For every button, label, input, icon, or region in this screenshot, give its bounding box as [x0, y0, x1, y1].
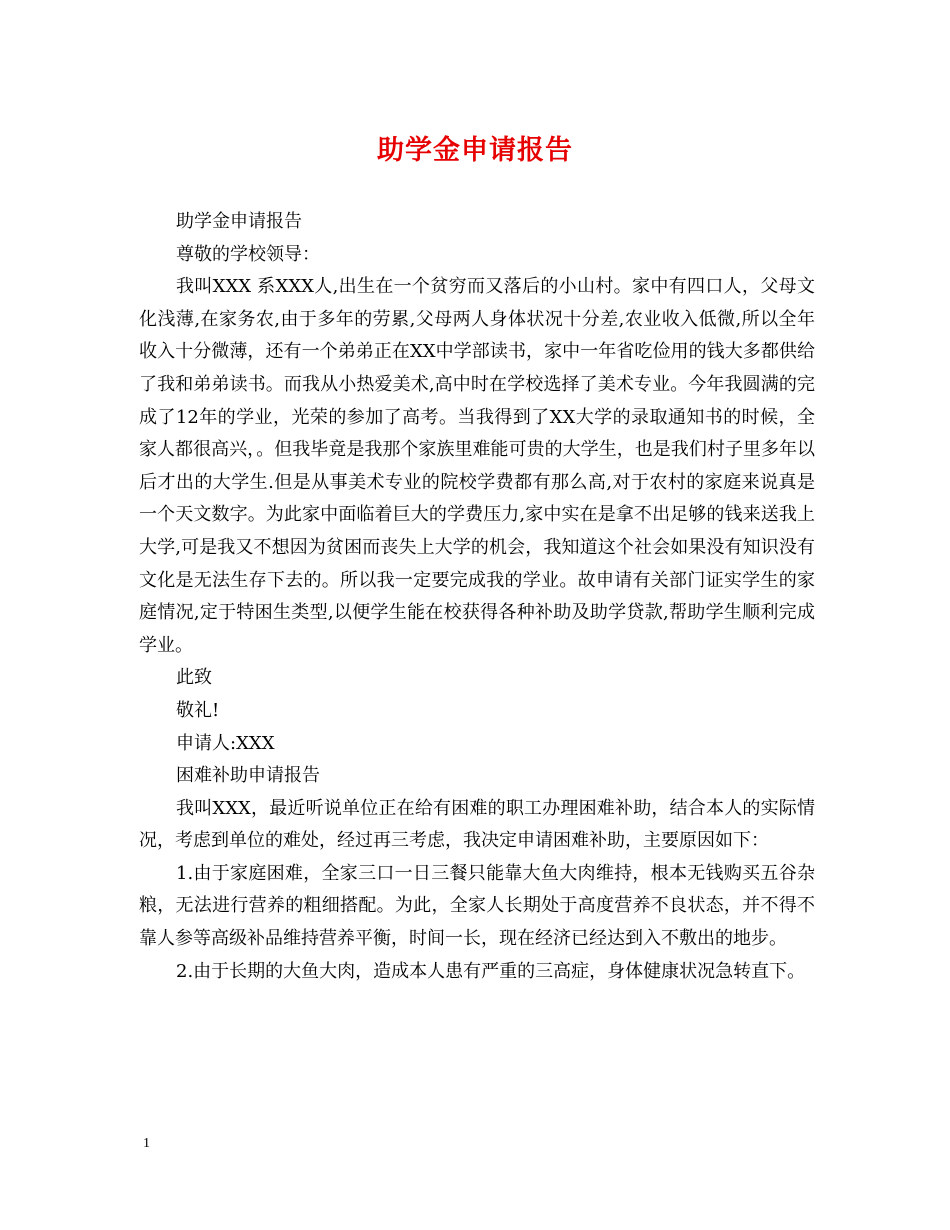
- paragraph-second-intro: 我叫XXX，最近听说单位正在给有困难的职工办理困难补助，结合本人的实际情况，考虑到单位的难处，经过再三考虑，我决定申请困难补助，主要原因如下：: [139, 797, 815, 852]
- paragraph-heading: 助学金申请报告: [176, 211, 302, 232]
- paragraph-salutation: 尊敬的学校领导：: [176, 243, 320, 265]
- paragraph-regards: 敬礼!: [176, 699, 220, 721]
- paragraph-second-heading: 困难补助申请报告: [176, 765, 320, 787]
- document-body: [139, 206, 815, 988]
- paragraph-closing: 此致: [176, 667, 212, 689]
- page-number: 1: [143, 1136, 150, 1151]
- paragraph-main: 我叫XXX 系XXX人,出生在一个贫穷而又落后的小山村。家中有四口人，父母文化浅薄,在家务农,由于多年的劳累,父母两人身体状况十分差,农业收入低微,所以全年收入十分微薄，还有一个弟弟正在XX中学部读书，家中一年省吃俭用的钱大多都供给了我和弟弟读书。而我从小热爱美术,高中时在学校选择了美术专业。今年我圆满的完成了12年的学业，光荣的参加了高考。当我得到了XX大学的录取通知书的时候，全家人都很高兴，。但我毕竟是我那个家族里难能可贵的大学生，也是我们村子里多年以后才出的大学生.但是从事美术专业的院校学费都有那么高,对于农村的家庭来说真是一个天文数字。为此家中面临着巨大的学费压力,家中实在是拿不出足够的钱来送我上大学,可是我又不想因为贫困而丧失上大学的机会，我知道这个社会如果没有知识没有文化是无法生存下去的。所以我一定要完成我的学业。故申请有关部门证实学生的家庭情况,定于特困生类型,以便学生能在校获得各种补助及助学贷款,帮助学生顺利完成学业。: [139, 276, 815, 656]
- paragraph-reason-1: 1.由于家庭困难，全家三口一日三餐只能靠大鱼大肉维持，根本无钱购买五谷杂粮，无法进行营养的粗细搭配。为此，全家人长期处于高度营养不良状态，并不得不靠人参等高级补品维持营养平衡，时间一长，现在经济已经达到入不敷出的地步。: [139, 862, 815, 950]
- document-title: 助学金申请报告: [377, 135, 573, 166]
- paragraph-reason-2: 2.由于长期的大鱼大肉，造成本人患有严重的三高症，身体健康状况急转直下。: [176, 960, 806, 982]
- paragraph-applicant: 申请人:XXX: [176, 732, 275, 754]
